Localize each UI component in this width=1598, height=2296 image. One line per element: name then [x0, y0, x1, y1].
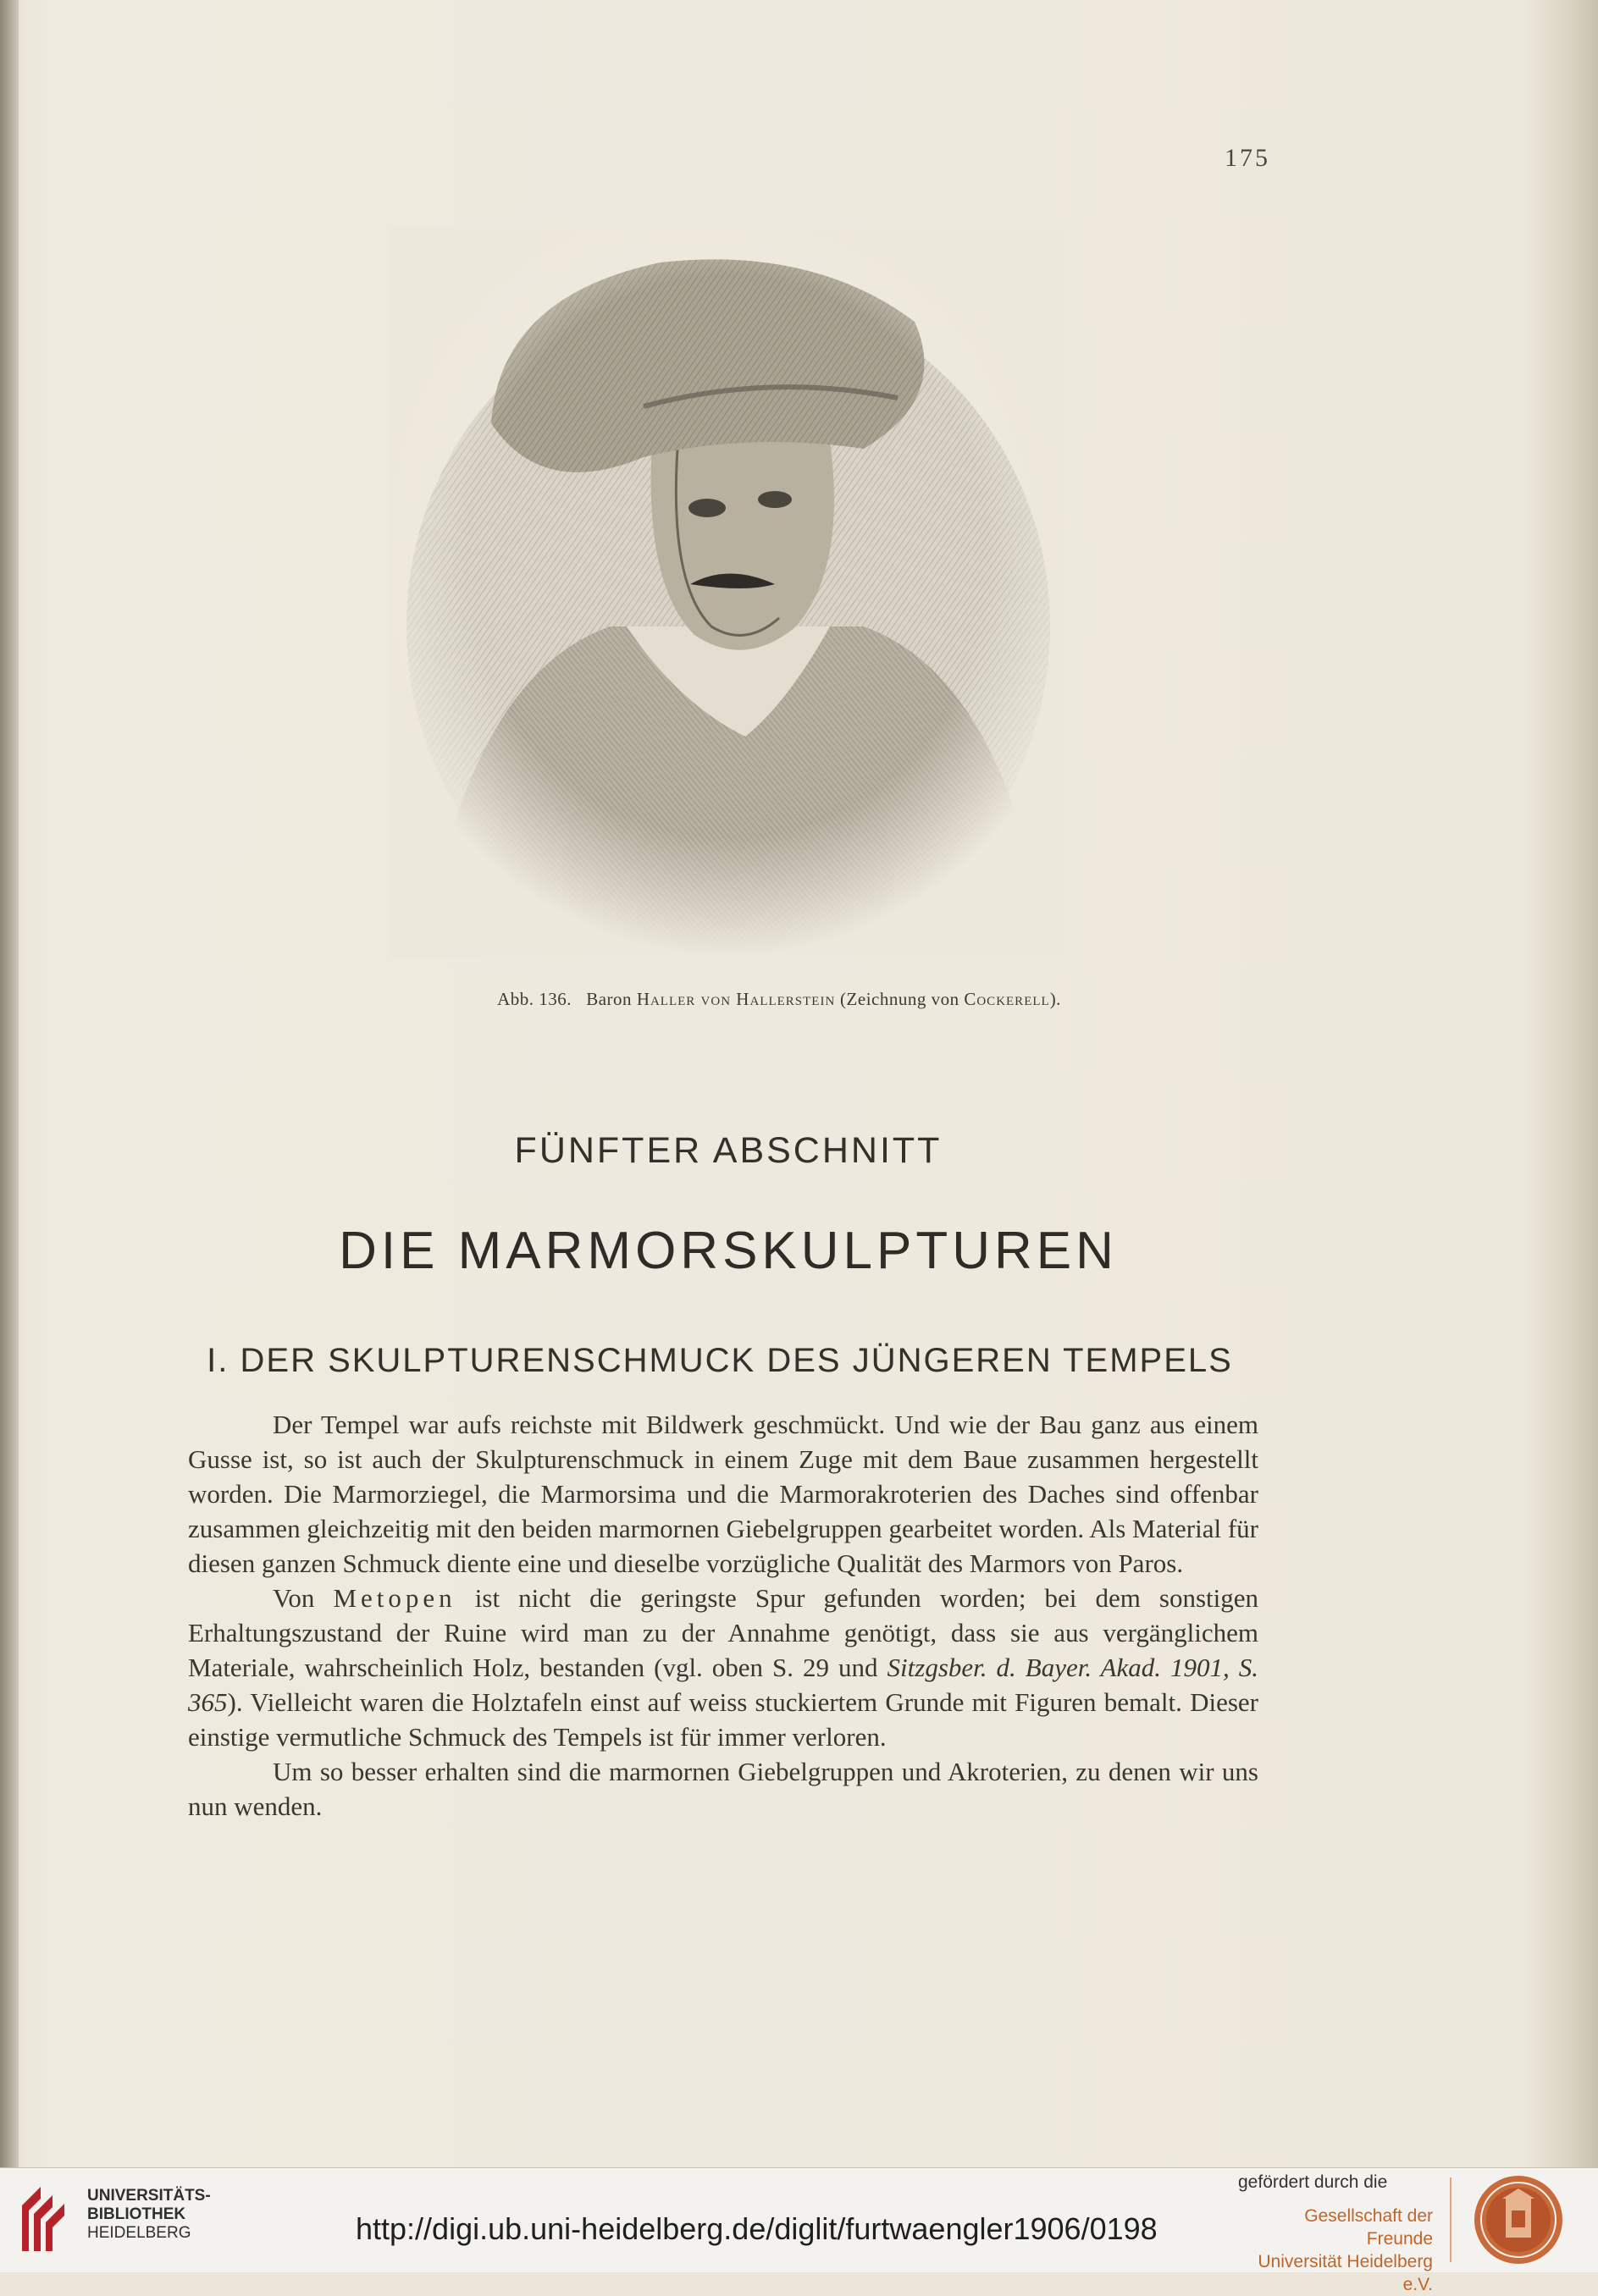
caption-prefix: Abb. 136.	[497, 989, 572, 1009]
library-name	[87, 2187, 211, 2243]
sponsor-line-2: Universität Heidelberg e.V.	[1258, 2252, 1433, 2294]
p2-end: ). Vielleicht waren die Holztafeln einst auf weiss stuckiertem Grunde mit Figuren bemalt. Dieser einstige vermutliche Schmuck des Tempels ist für immer verloren.	[188, 1687, 1258, 1752]
university-seal-icon	[1472, 2173, 1565, 2266]
sponsor-line-1: Gesellschaft der Freunde	[1304, 2206, 1433, 2249]
chapter-title: DIE MARMORSKULPTUREN	[339, 1222, 1118, 1280]
caption-close: ).	[1049, 989, 1061, 1009]
caption-open: (Zeichnung von	[840, 989, 959, 1009]
page-binding-edge	[0, 0, 19, 2167]
p2-middle: ist nicht die geringste Spur gefunden worden; bei dem sonstigen Erhaltungszustand der Ruine wird man zu der Annahme genötigt, dass sie aus vergänglichem Materiale, wahrscheinlich Holz, bestanden (vgl. oben S. 29 und	[188, 1583, 1259, 1682]
paragraph-1: Der Tempel war aufs reichste mit Bildwerk geschmückt. Und wie der Bau ganz aus einem Gusse ist, so ist auch der Skulpturenschmuck in einem Zuge mit dem Baue zusammen hergestellt worden. Die Marmorziegel, die Marmorsima und die Marmorakroterien des Daches sind offenbar zusammen gleichzeitig mit den beiden marmornen Giebelgruppen gearbeitet worden. Als Material für diesen ganzen Schmuck diente eine und dieselbe vorzügliche Qualität des Marmors von Paros.	[188, 1410, 1258, 1578]
p2-start: Von	[273, 1583, 315, 1613]
section-label: FÜNFTER ABSCHNITT	[514, 1130, 943, 1171]
paragraph-3: Um so besser erhalten sind die marmornen Giebelgruppen und Akroterien, zu denen wir uns nun wenden.	[188, 1757, 1258, 1821]
library-line-1: UNIVERSITÄTS-	[87, 2187, 211, 2205]
university-library-logo-icon	[15, 2180, 75, 2258]
library-line-3: HEIDELBERG	[87, 2224, 191, 2242]
portrait-engraving	[390, 229, 1067, 957]
caption-artist: Cockerell	[964, 989, 1050, 1009]
body-text	[188, 1407, 1258, 1824]
figure-caption	[237, 989, 1321, 1010]
sponsor-label: gefördert durch die	[1238, 2172, 1388, 2192]
paragraph-2	[188, 1581, 1258, 1754]
caption-title: Baron	[586, 989, 633, 1009]
footer-divider	[1450, 2177, 1451, 2262]
p2-reference: Sitzgsber. d. Bayer. Akad. 1901, S. 365	[188, 1653, 1258, 1717]
sponsor-name	[1245, 2205, 1433, 2296]
page-number: 175	[1225, 144, 1270, 172]
library-line-2: BIBLIOTHEK	[87, 2205, 186, 2223]
caption-name: Haller von Hallerstein	[636, 989, 836, 1009]
section-subtitle: I. DER SKULPTURENSCHMUCK DES JÜNGEREN TEMPELS	[207, 1342, 1233, 1379]
p2-spaced-term: Metopen	[333, 1583, 456, 1613]
permalink-url[interactable]: http://digi.ub.uni-heidelberg.de/diglit/furtwaengler1906/0198	[356, 2211, 1158, 2246]
